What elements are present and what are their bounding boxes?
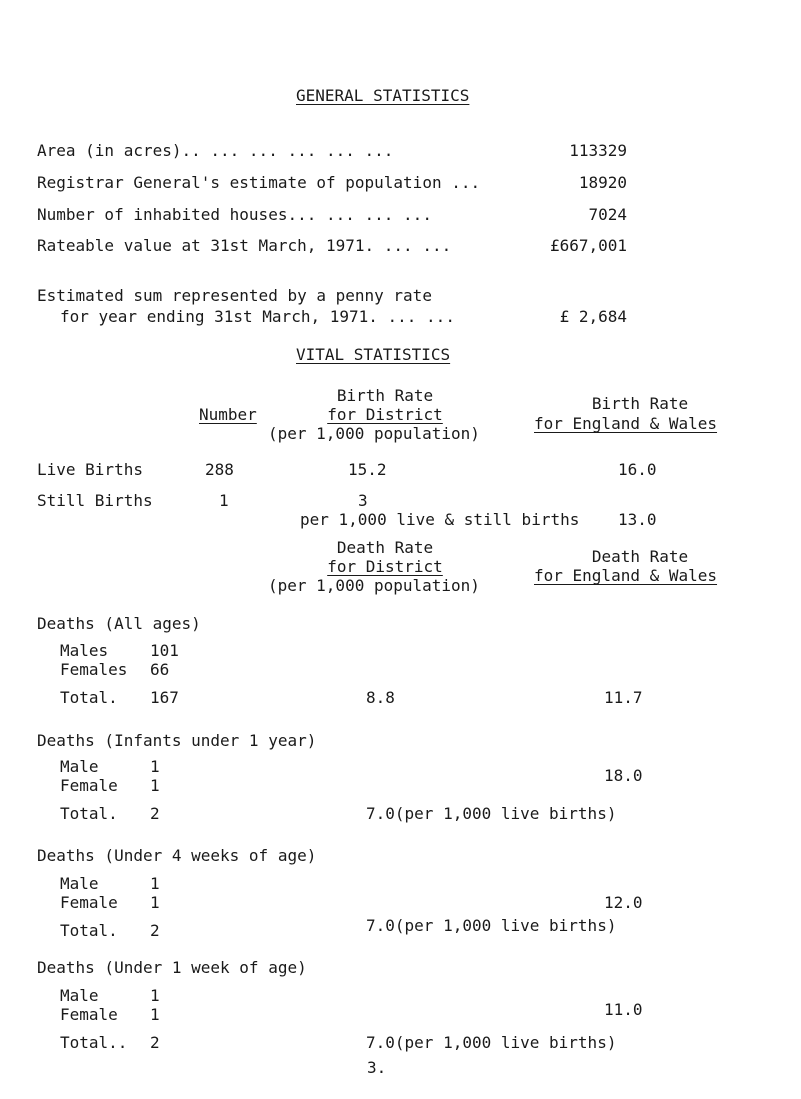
general-title: GENERAL STATISTICS	[296, 86, 470, 105]
deaths-all-males-label: Males	[60, 641, 109, 660]
death-district-header-1: Death Rate	[336, 538, 434, 557]
houses-value: 7024	[588, 205, 627, 224]
birth-ew-header-1: Birth Rate	[591, 394, 689, 413]
still-births-label: Still Births	[37, 491, 153, 510]
deaths-1week-female-label: Female	[60, 1005, 118, 1024]
deaths-infants-male-label: Male	[60, 757, 99, 776]
live-births-label: Live Births	[37, 460, 143, 479]
deaths-infants-male-value: 1	[150, 757, 160, 776]
deaths-1week-male-value: 1	[150, 986, 160, 1005]
deaths-infants-rate: 7.0(per 1,000 live births)	[366, 804, 617, 823]
deaths-1week-female-value: 1	[150, 1005, 160, 1024]
deaths-4weeks-ew-rate: 12.0	[604, 893, 643, 912]
deaths-infants-heading: Deaths (Infants under 1 year)	[37, 731, 317, 750]
birth-district-header-1: Birth Rate	[336, 386, 434, 405]
live-births-ew-rate: 16.0	[618, 460, 657, 479]
penny-rate-line1: Estimated sum represented by a penny rate	[37, 286, 432, 305]
deaths-1week-total-value: 2	[150, 1033, 160, 1052]
population-value: 18920	[578, 173, 627, 192]
deaths-all-total-value: 167	[150, 688, 179, 707]
deaths-4weeks-total-label: Total.	[60, 921, 118, 940]
population-label: Registrar General's estimate of population ...	[37, 173, 481, 192]
deaths-1week-male-label: Male	[60, 986, 99, 1005]
deaths-1week-rate: 7.0(per 1,000 live births)	[366, 1033, 617, 1052]
houses-label: Number of inhabited houses... ... ... ...	[37, 205, 432, 224]
live-births-rate: 15.2	[348, 460, 387, 479]
deaths-infants-total-value: 2	[150, 804, 160, 823]
deaths-1week-total-label: Total..	[60, 1033, 128, 1052]
still-births-rate: 3	[358, 491, 368, 510]
deaths-all-total-label: Total.	[60, 688, 118, 707]
birth-district-header-3: (per 1,000 population)	[268, 424, 480, 443]
death-district-header-3: (per 1,000 population)	[268, 576, 480, 595]
live-births-number: 288	[205, 460, 234, 479]
deaths-all-females-value: 66	[150, 660, 170, 679]
death-district-header-2: for District	[327, 557, 443, 576]
deaths-1week-heading: Deaths (Under 1 week of age)	[37, 958, 307, 977]
deaths-4weeks-rate: 7.0(per 1,000 live births)	[366, 916, 617, 935]
deaths-infants-female-value: 1	[150, 776, 160, 795]
deaths-all-males-value: 101	[150, 641, 179, 660]
penny-rate-value: £ 2,684	[559, 307, 627, 326]
col-number-header: Number	[199, 405, 257, 424]
death-ew-header-1: Death Rate	[591, 547, 689, 566]
deaths-all-heading: Deaths (All ages)	[37, 614, 201, 633]
deaths-infants-female-label: Female	[60, 776, 118, 795]
area-label: Area (in acres).. ... ... ... ... ...	[37, 141, 394, 160]
deaths-all-ew-rate: 11.7	[604, 688, 643, 707]
still-births-number: 1	[219, 491, 229, 510]
deaths-4weeks-male-label: Male	[60, 874, 99, 893]
deaths-4weeks-female-value: 1	[150, 893, 160, 912]
deaths-4weeks-total-value: 2	[150, 921, 160, 940]
death-ew-header-2: for England & Wales	[534, 566, 718, 585]
still-births-ew-rate: 13.0	[618, 510, 657, 529]
birth-district-header-2: for District	[327, 405, 443, 424]
rateable-value: £667,001	[549, 236, 627, 255]
birth-ew-header-2: for England & Wales	[534, 414, 718, 433]
deaths-infants-ew-rate: 18.0	[604, 766, 643, 785]
deaths-all-rate: 8.8	[366, 688, 395, 707]
vital-title: VITAL STATISTICS	[296, 345, 451, 364]
deaths-all-females-label: Females	[60, 660, 128, 679]
deaths-1week-ew-rate: 11.0	[604, 1000, 643, 1019]
deaths-4weeks-male-value: 1	[150, 874, 160, 893]
deaths-infants-total-label: Total.	[60, 804, 118, 823]
page-number: 3.	[367, 1058, 387, 1077]
area-value: 113329	[569, 141, 627, 160]
penny-rate-line2: for year ending 31st March, 1971. ... ...	[60, 307, 455, 326]
rateable-label: Rateable value at 31st March, 1971. ... ...	[37, 236, 452, 255]
deaths-4weeks-heading: Deaths (Under 4 weeks of age)	[37, 846, 317, 865]
still-births-note: per 1,000 live & still births	[300, 510, 580, 529]
deaths-4weeks-female-label: Female	[60, 893, 118, 912]
